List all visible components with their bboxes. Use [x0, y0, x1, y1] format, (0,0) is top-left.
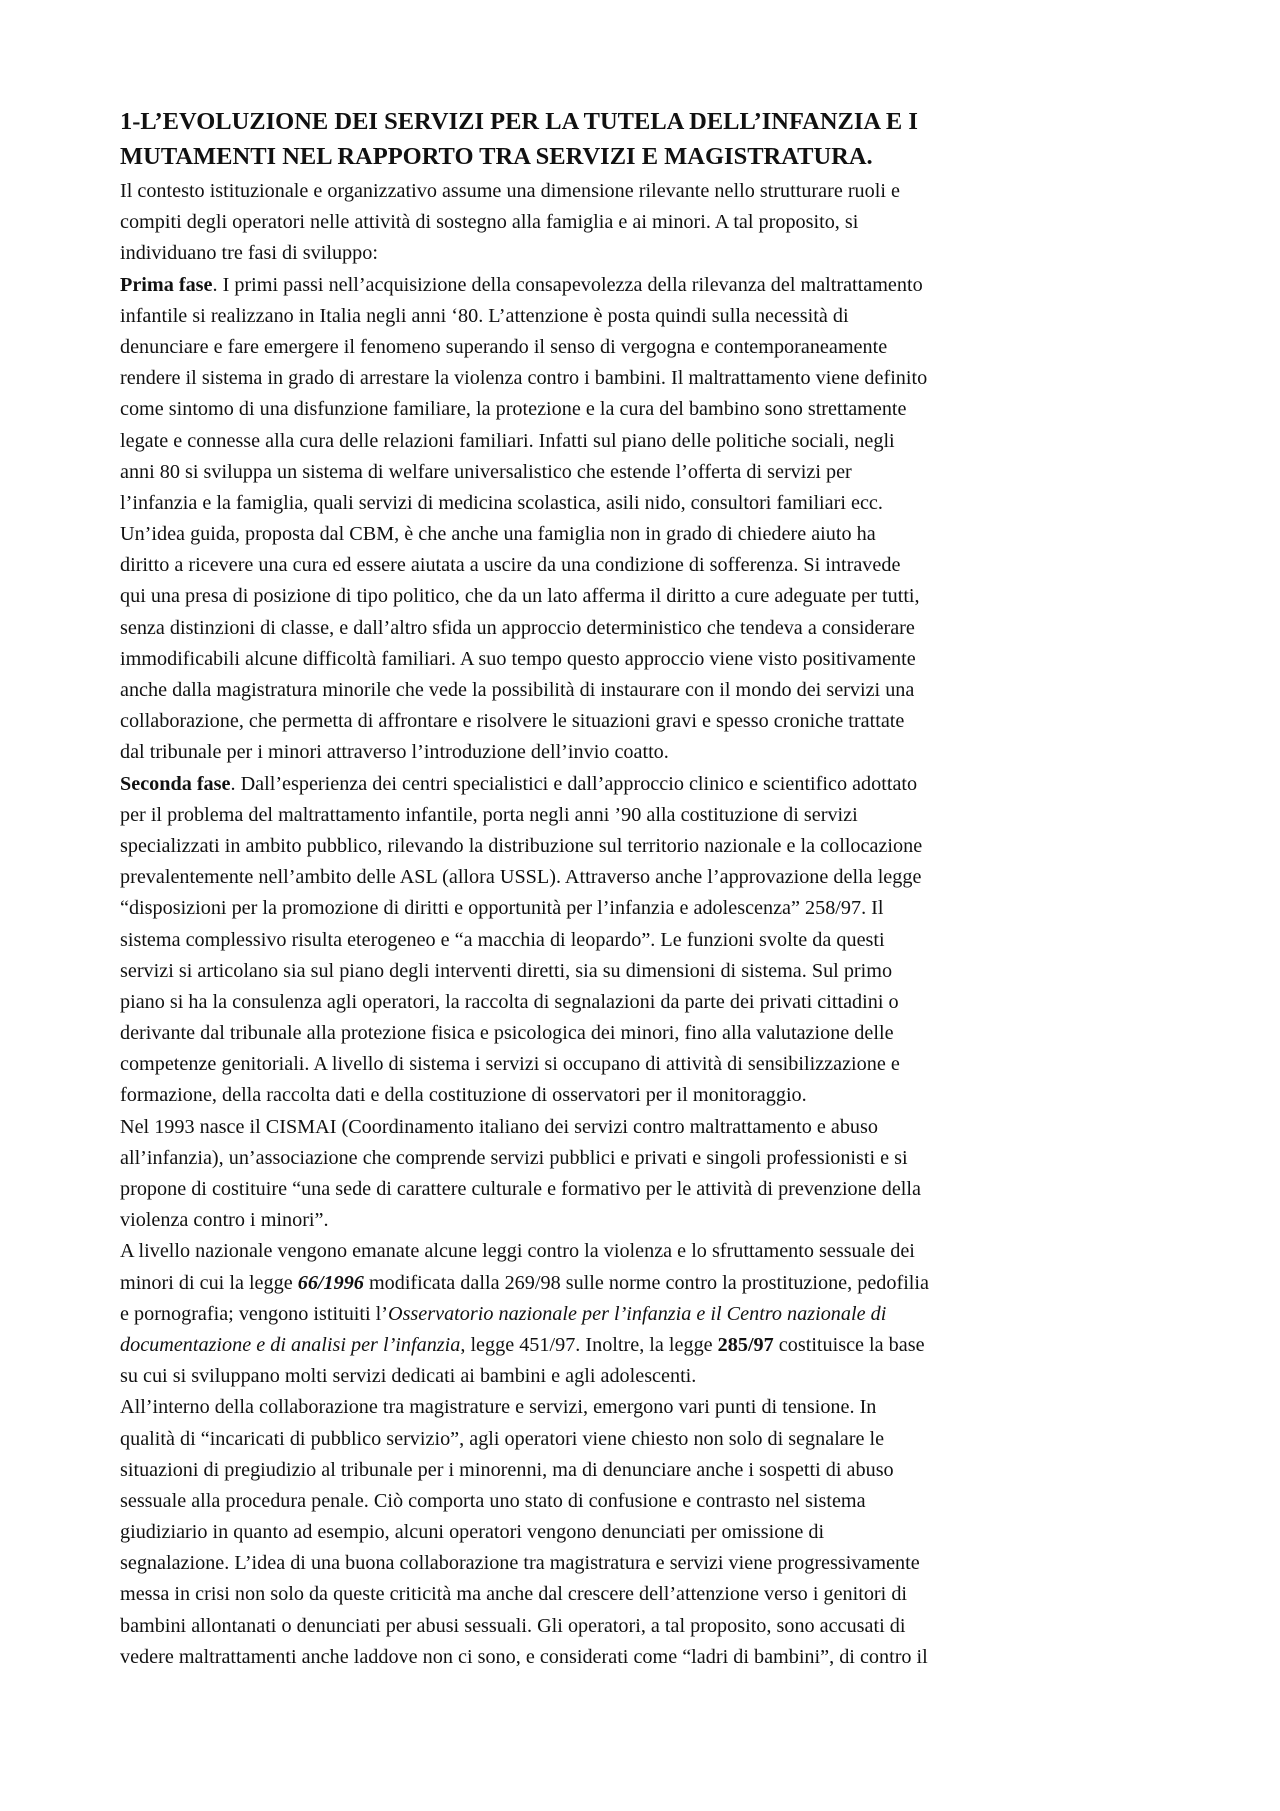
text-line [120, 1486, 1168, 1517]
text-line [120, 1330, 1168, 1361]
text-line [120, 1080, 1168, 1111]
text-line [120, 550, 1168, 581]
text-line [120, 1112, 1168, 1143]
text-segment: sistema complessivo risulta eterogeneo e “a macchia di leopardo”. Le funzioni svolte da questi [120, 928, 885, 951]
text-segment: come sintomo di una disfunzione familiare, la protezione e la cura del bambino sono strettamente [120, 398, 907, 421]
text-segment: l’infanzia e la famiglia, quali servizi di medicina scolastica, asili nido, consultori familiari ecc. [120, 491, 883, 514]
text-line [120, 1517, 1168, 1548]
text-segment: derivante dal tribunale alla protezione fisica e psicologica dei minori, fino alla valutazione delle [120, 1022, 894, 1045]
text-line [120, 238, 1168, 269]
text-line [120, 332, 1168, 363]
text-segment: individuano tre fasi di sviluppo: [120, 242, 378, 265]
text-segment: e pornografia; vengono istituiti l’ [120, 1302, 388, 1325]
text-segment: su cui si sviluppano molti servizi dedicati ai bambini e agli adolescenti. [120, 1365, 697, 1388]
text-line [120, 800, 1168, 831]
text-line [120, 270, 1168, 301]
text-segment: formazione, della raccolta dati e della costituzione di osservatori per il monitoraggio. [120, 1084, 807, 1107]
text-segment: collaborazione, che permetta di affrontare e risolvere le situazioni gravi e spesso croniche trattate [120, 710, 905, 733]
text-segment: vedere maltrattamenti anche laddove non ci sono, e considerati come “ladri di bambini”, di contro il [120, 1645, 928, 1668]
text-line [120, 1611, 1168, 1642]
text-segment: costituisce la base [773, 1333, 925, 1356]
text-segment: anche dalla magistratura minorile che vede la possibilità di instaurare con il mondo dei servizi una [120, 679, 915, 701]
text-line [120, 394, 1168, 425]
text-line [120, 1236, 1168, 1267]
text-line [120, 769, 1168, 800]
text-segment: modificata dalla 269/98 sulle norme contro la prostituzione, pedofilia [363, 1271, 929, 1294]
text-line [120, 301, 1168, 332]
emphasized-text: 285/97 [717, 1333, 774, 1356]
text-segment: messa in crisi non solo da queste criticità ma anche dal crescere dell’attenzione verso i genitori di [120, 1583, 908, 1606]
title-line: 1-L’EVOLUZIONE DEI SERVIZI PER LA TUTELA DELL’INFANZIA E I [120, 108, 918, 135]
text-line [120, 893, 1168, 924]
text-segment: Nel 1993 nasce il CISMAI (Coordinamento italiano dei servizi contro maltrattamento e abuso [120, 1115, 878, 1138]
text-line [120, 519, 1168, 550]
text-line [120, 1049, 1168, 1080]
text-line [120, 675, 1168, 706]
emphasized-text: Prima fase [120, 273, 213, 296]
text-line [120, 1548, 1168, 1579]
text-segment: diritto a ricevere una cura ed essere aiutata a uscire da una condizione di sofferenza. Si intravede [120, 554, 901, 577]
text-segment: infantile si realizzano in Italia negli anni ‘80. L’attenzione è posta quindi sulla necessità di [120, 304, 849, 327]
text-segment: compiti degli operatori nelle attività di sostegno alla famiglia e ai minori. A tal proposito, si [120, 211, 859, 234]
text-segment: anni 80 si sviluppa un sistema di welfare universalistico che estende l’offerta di servizi per [120, 460, 852, 483]
text-line [120, 737, 1168, 768]
text-line [120, 1455, 1168, 1486]
text-segment: Il contesto istituzionale e organizzativo assume una dimensione rilevante nello strutturare ruoli e [120, 180, 900, 202]
text-line [120, 176, 1168, 207]
text-segment: segnalazione. L’idea di una buona collaborazione tra magistratura e servizi viene progressivamente [120, 1552, 920, 1575]
text-segment: situazioni di pregiudizio al tribunale per i minorenni, ma di denunciare anche i sospetti di abuso [120, 1458, 894, 1481]
document-page [120, 104, 1168, 1673]
text-segment: servizi si articolano sia sul piano degli interventi diretti, sia su dimensioni di sistema. Sul primo [120, 959, 893, 982]
text-segment: sessuale alla procedura penale. Ciò comporta uno stato di confusione e contrasto nel sistema [120, 1489, 866, 1512]
text-line [120, 1579, 1168, 1610]
text-line [120, 987, 1168, 1018]
text-line [120, 956, 1168, 987]
text-line [120, 1299, 1168, 1330]
text-line [120, 207, 1168, 238]
text-line [120, 1174, 1168, 1205]
text-segment: qui una presa di posizione di tipo politico, che da un lato afferma il diritto a cure adeguate per tutti, [120, 585, 920, 608]
text-segment: specializzati in ambito pubblico, rilevando la distribuzione sul territorio nazionale e la collocazione [120, 834, 923, 857]
text-segment: , legge 451/97. Inoltre, la legge [460, 1333, 718, 1356]
text-segment: All’interno della collaborazione tra magistrature e servizi, emergono vari punti di tensione. In [120, 1396, 877, 1419]
text-line [120, 862, 1168, 893]
text-segment: immodificabili alcune difficoltà familiari. A suo tempo questo approccio viene visto positivamente [120, 647, 916, 670]
text-segment: piano si ha la consulenza agli operatori, la raccolta di segnalazioni da parte dei privati cittadini o [120, 990, 899, 1013]
text-line [120, 1205, 1168, 1236]
text-segment: “disposizioni per la promozione di diritti e opportunità per l’infanzia e adolescenza” 258/97. Il [120, 897, 884, 920]
text-segment: qualità di “incaricati di pubblico servizio”, agli operatori viene chiesto non solo di segnalare le [120, 1427, 885, 1450]
text-segment: minori di cui la legge [120, 1271, 298, 1294]
document-body [120, 176, 1168, 1673]
text-line [120, 581, 1168, 612]
text-segment: rendere il sistema in grado di arrestare la violenza contro i bambini. Il maltrattamento viene definito [120, 367, 928, 390]
text-line [120, 644, 1168, 675]
text-segment: dal tribunale per i minori attraverso l’introduzione dell’invio coatto. [120, 741, 669, 764]
text-segment: Un’idea guida, proposta dal CBM, è che anche una famiglia non in grado di chiedere aiuto ha [120, 523, 876, 546]
text-segment: . Dall’esperienza dei centri specialistici e dall’approccio clinico e scientifico adottato [230, 772, 918, 795]
text-line [120, 925, 1168, 956]
text-line [120, 1424, 1168, 1455]
document-title [120, 104, 1168, 174]
text-segment: all’infanzia), un’associazione che comprende servizi pubblici e privati e singoli professionisti e si [120, 1146, 908, 1169]
emphasized-text: Seconda fase [120, 772, 231, 795]
text-line [120, 1392, 1168, 1423]
text-segment: senza distinzioni di classe, e dall’altro sfida un approccio deterministico che tendeva a considerare [120, 616, 915, 639]
text-line [120, 488, 1168, 519]
text-line [120, 1143, 1168, 1174]
emphasized-text: Osservatorio nazionale per l’infanzia e il Centro nazionale di [388, 1302, 887, 1325]
emphasized-text: 66/1996 [297, 1271, 364, 1294]
text-segment: per il problema del maltrattamento infantile, porta negli anni ’90 alla costituzione di servizi [120, 803, 858, 826]
text-line [120, 613, 1168, 644]
text-line [120, 1018, 1168, 1049]
text-line [120, 831, 1168, 862]
text-segment: denunciare e fare emergere il fenomeno superando il senso di vergogna e contemporaneamente [120, 335, 888, 358]
text-line [120, 706, 1168, 737]
text-segment: A livello nazionale vengono emanate alcune leggi contro la violenza e lo sfruttamento sessuale dei [120, 1240, 915, 1263]
text-line [120, 426, 1168, 457]
text-segment: bambini allontanati o denunciati per abusi sessuali. Gli operatori, a tal proposito, sono accusati di [120, 1614, 906, 1637]
text-line [120, 1642, 1168, 1673]
text-line [120, 1361, 1168, 1392]
text-segment: legate e connesse alla cura delle relazioni familiari. Infatti sul piano delle politiche sociali, negli [120, 429, 895, 452]
text-line [120, 1268, 1168, 1299]
text-segment: . I primi passi nell’acquisizione della consapevolezza della rilevanza del maltrattamento [212, 273, 923, 296]
title-line: MUTAMENTI NEL RAPPORTO TRA SERVIZI E MAGISTRATURA. [120, 143, 873, 170]
text-segment: competenze genitoriali. A livello di sistema i servizi si occupano di attività di sensibilizzazione e [120, 1053, 900, 1076]
text-segment: violenza contro i minori”. [120, 1209, 329, 1232]
text-line [120, 363, 1168, 394]
text-segment: prevalentemente nell’ambito delle ASL (allora USSL). Attraverso anche l’approvazione della legge [120, 866, 922, 889]
emphasized-text: documentazione e di analisi per l’infanzia [120, 1333, 461, 1356]
text-segment: propone di costituire “una sede di carattere culturale e formativo per le attività di prevenzione della [120, 1178, 921, 1200]
text-line [120, 457, 1168, 488]
text-segment: giudiziario in quanto ad esempio, alcuni operatori vengono denunciati per omissione di [120, 1521, 825, 1544]
